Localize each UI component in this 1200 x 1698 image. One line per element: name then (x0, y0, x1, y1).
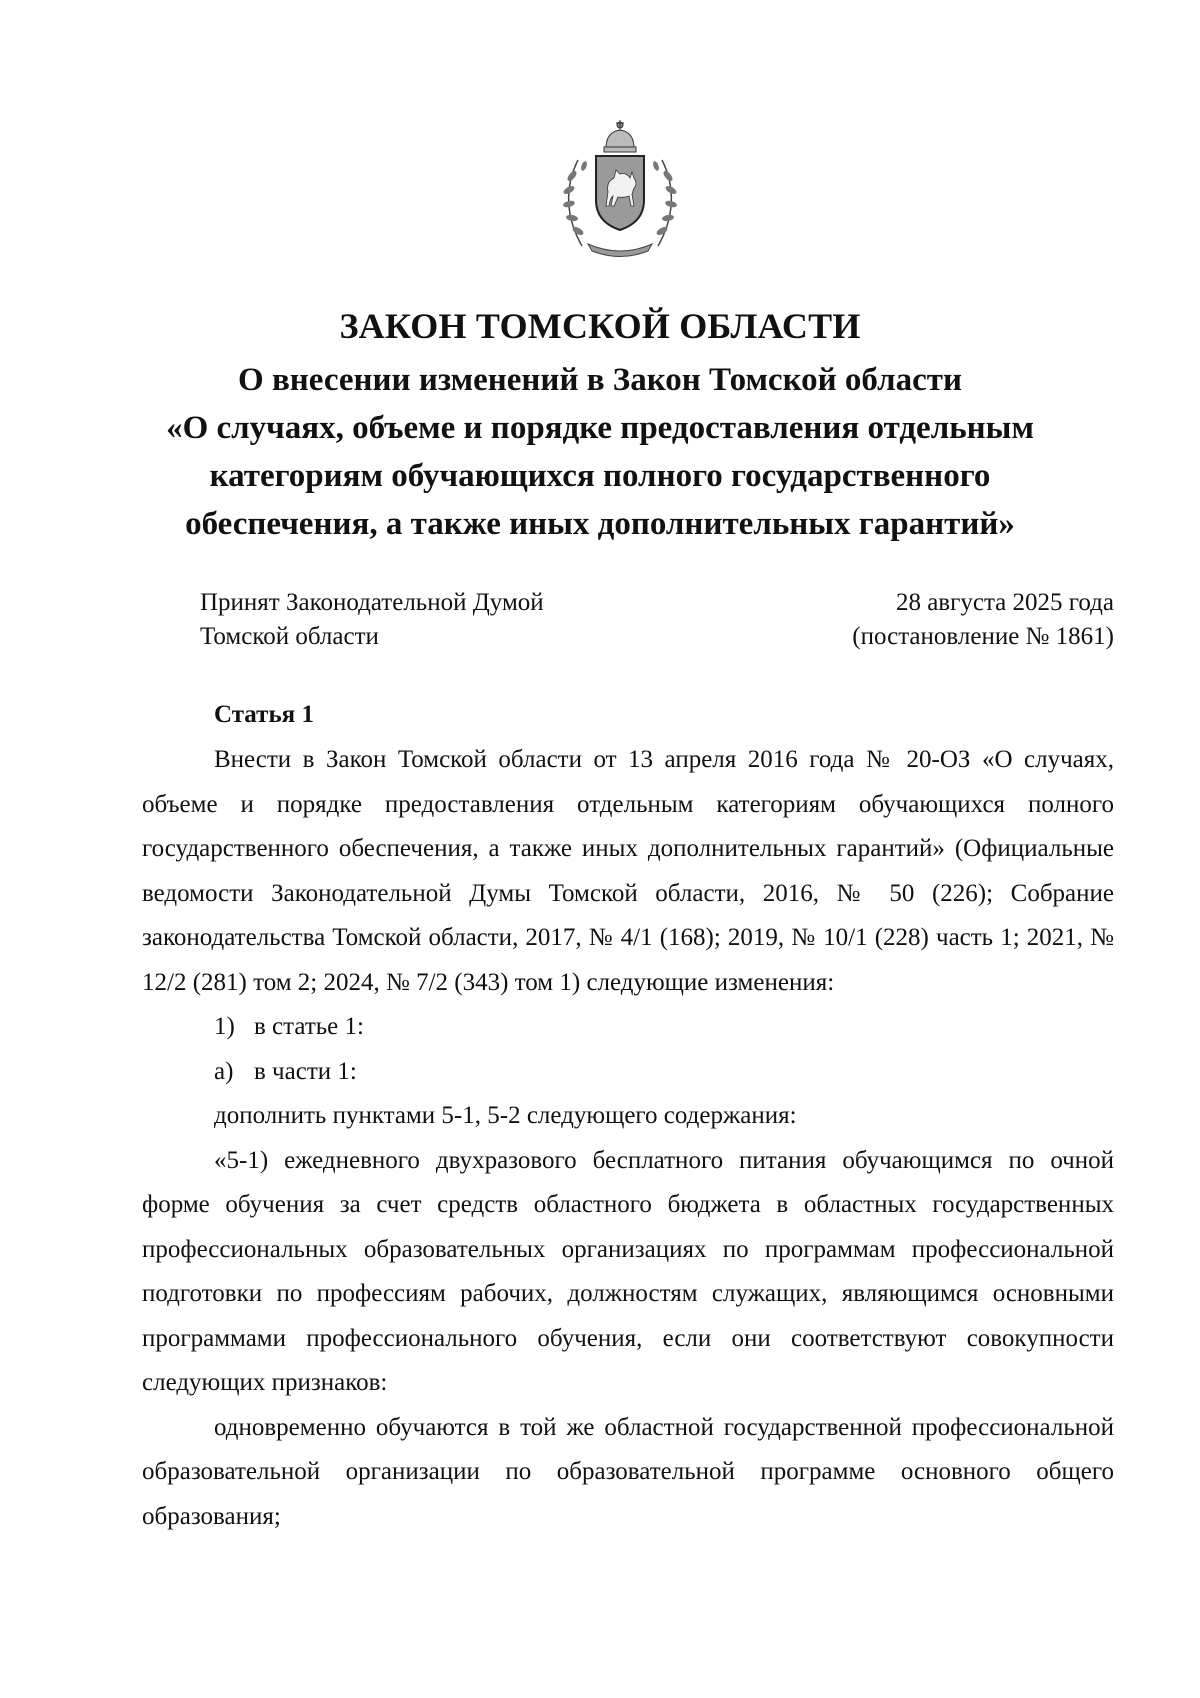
law-subtitle-line: О внесении изменений в Закон Томской области (238, 362, 962, 398)
law-title: ЗАКОН ТОМСКОЙ ОБЛАСТИ (339, 306, 861, 346)
list-item-text: в части 1: (254, 1057, 357, 1085)
list-item (142, 1050, 1114, 1095)
tomsk-oblast-coat-of-arms-icon (560, 118, 680, 260)
list-item-number: а) (214, 1057, 234, 1085)
law-subtitle-line: «О случаях, объеме и порядке предоставления отдельным (166, 410, 1034, 446)
adopted-by-line: Томской области (200, 623, 379, 650)
resolution-number: (постановление № 1861) (852, 623, 1114, 650)
article-body (142, 698, 1114, 1539)
adoption-date (852, 586, 1114, 654)
law-subtitle-line: обеспечения, а также иных дополнительных гарантий» (185, 506, 1015, 542)
law-subtitle (100, 356, 1100, 548)
article-heading: Статья 1 (214, 701, 314, 728)
adopted-by (200, 586, 544, 654)
article-intro-paragraph: Внести в Закон Томской области от 13 апреля 2016 года № 20-ОЗ «О случаях, объеме и порядке предоставления отдельным категориям обучающихся полного государственного обеспечения, а также иных дополнительных гарантий» (Официальные ведомости Законодательной Думы Томской области, 2016, № 50 (226); Собрание законодательства Томской области, 2017, № 4/1 (168); 2019, № 10/1 (228) часть 1; 2021, № 12/2 (281) том 2; 2024, № 7/2 (343) том 1) следующие изменения: (142, 746, 1114, 996)
adoption-date-line: 28 августа 2025 года (895, 589, 1114, 616)
law-subtitle-line: категориям обучающихся полного государственного (209, 458, 991, 494)
adopted-by-line: Принят Законодательной Думой (200, 589, 544, 616)
list-item-number: 1) (214, 1013, 235, 1040)
list-item-text: в статье 1: (254, 1013, 364, 1040)
criterion-paragraph: одновременно обучаются в той же областной государственной профессиональной образовательной организации по образовательной программе основного общего образования; (142, 1413, 1114, 1530)
law-header (100, 302, 1100, 548)
point-5-1-paragraph: «5-1) ежедневного двухразового бесплатного питания обучающимся по очной форме обучения за счет средств областного бюджета в областных государственных профессиональных образовательных организациях по программам профессиональной подготовки по профессиям рабочих, должностям служащих, являющимся основными программами профессионального обучения, если они соответствуют совокупности следующих признаков: (142, 1146, 1114, 1396)
supplement-line: дополнить пунктами 5-1, 5-2 следующего содержания: (214, 1102, 797, 1129)
list-item (142, 1005, 1114, 1050)
